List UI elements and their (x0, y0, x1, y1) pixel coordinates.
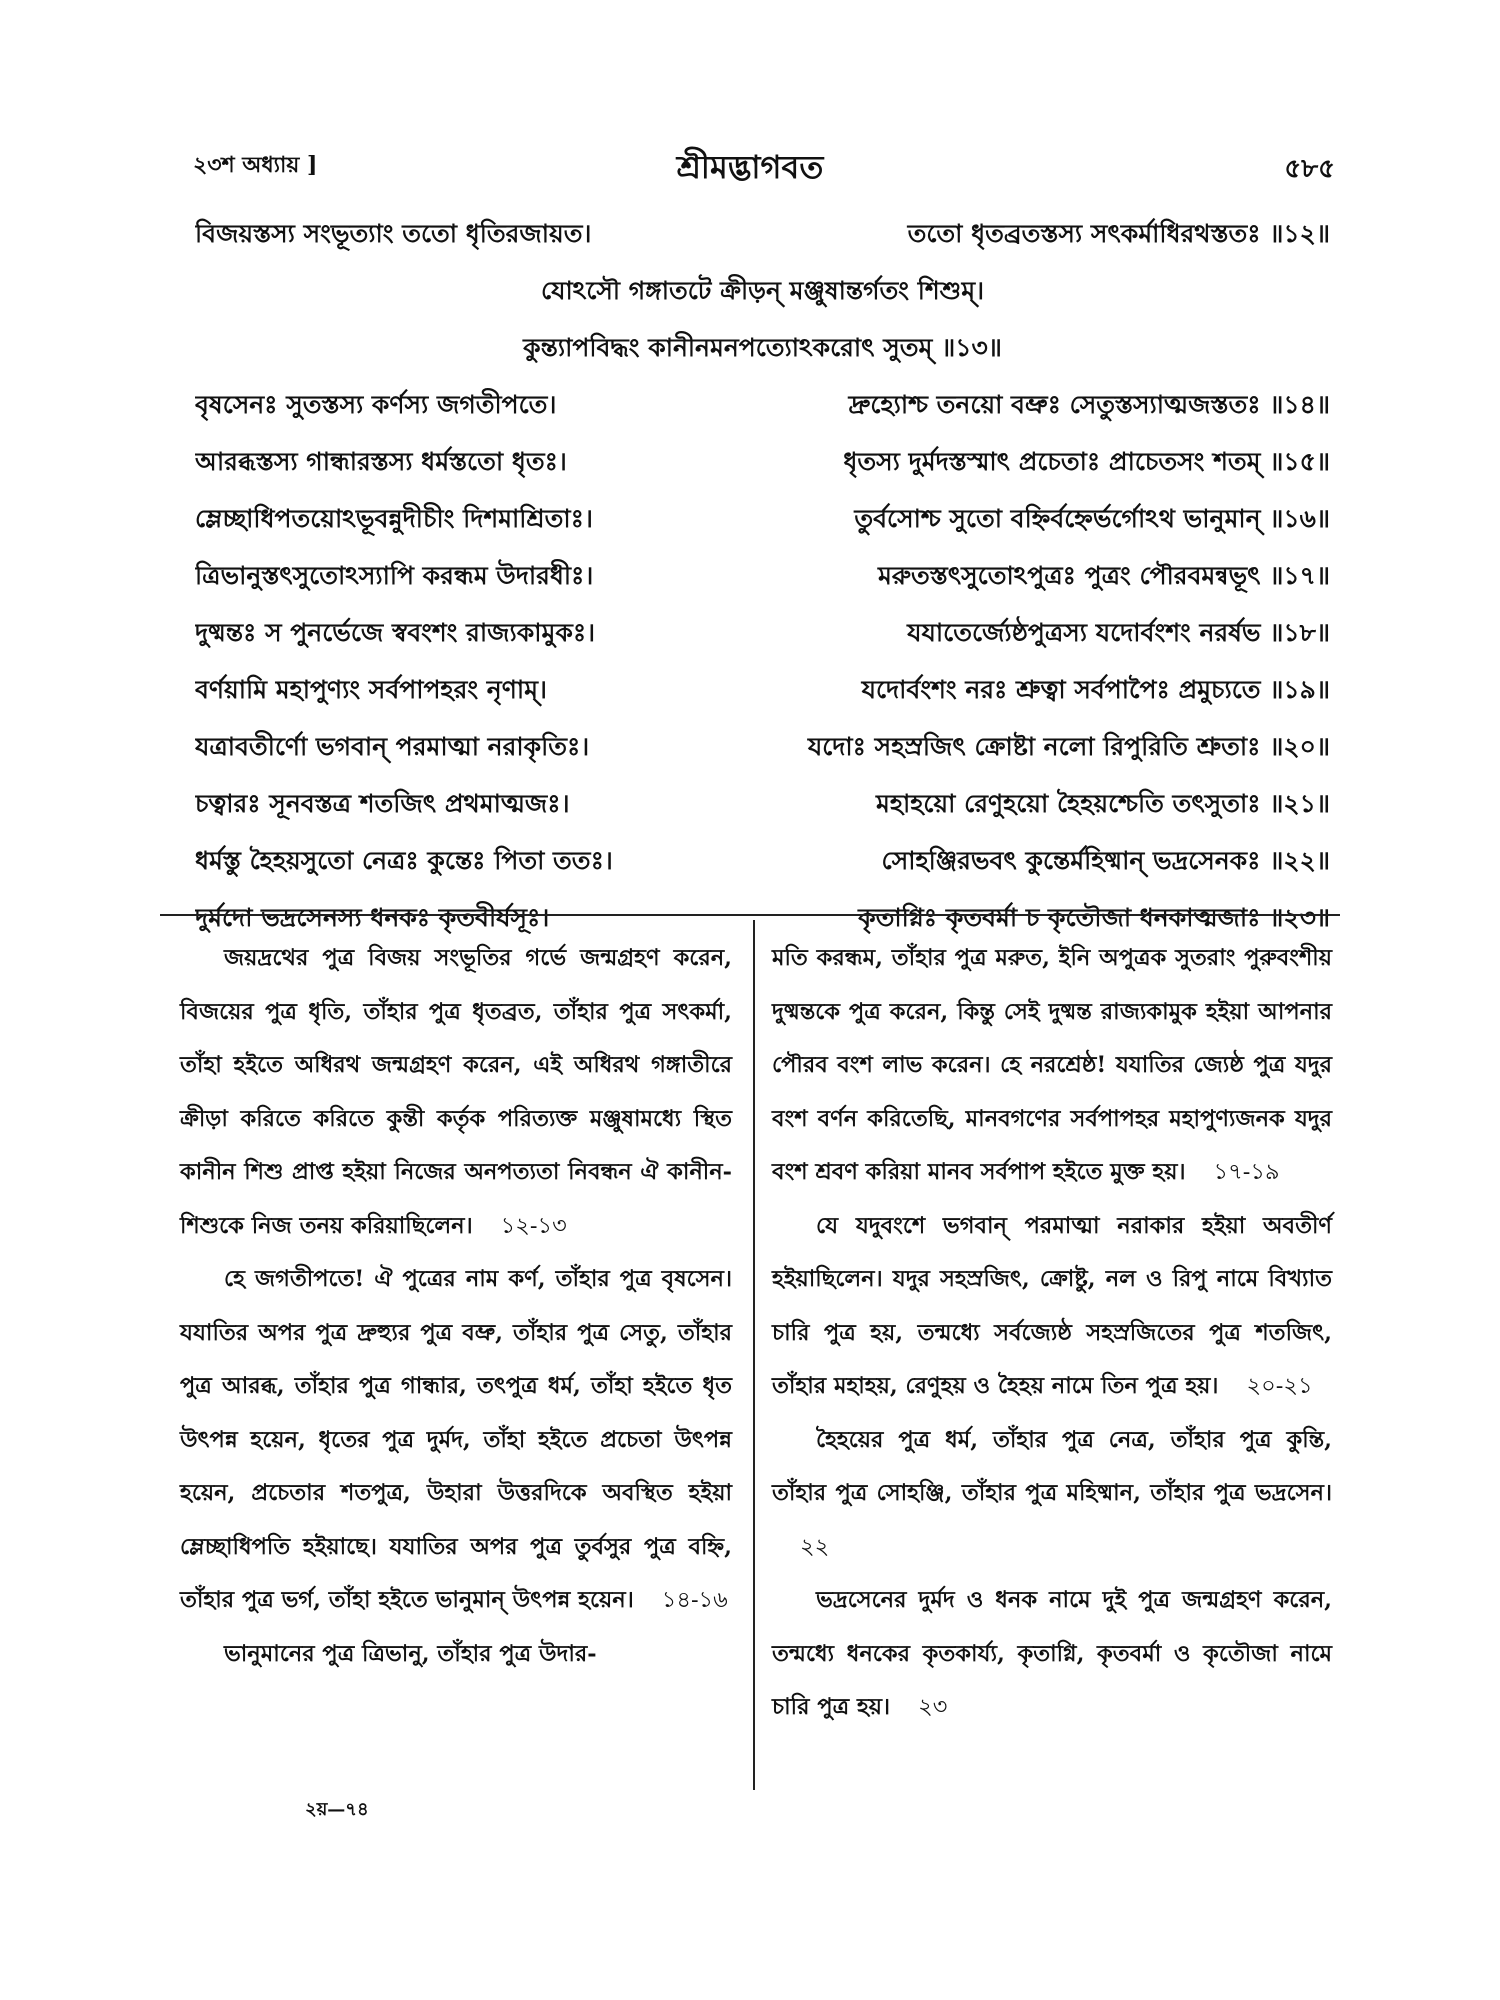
verse-segment: কৃতাগ্নিঃ কৃতবর্মা চ কৃতৌজা ধনকাত্মজাঃ ॥২৩॥ (858, 903, 1330, 932)
verse-segment: ততো ধৃতব্রতস্তস্য সৎকর্মাধিরথস্ততঃ ॥১২॥ (907, 219, 1330, 248)
translation-paragraph (180, 1628, 732, 1682)
translation-paragraph (772, 1414, 1332, 1575)
column-divider (753, 920, 755, 1790)
verse-reference: ১৭-১৯ (1213, 1159, 1280, 1185)
verse-segment: ধর্মস্তু হৈহয়সুতো নেত্রঃ কুন্তেঃ পিতা ততঃ। (195, 846, 613, 875)
verse-segment: বৃষসেনঃ সুতস্তস্য কর্ণস্য জগতীপতে। (195, 390, 557, 419)
chapter-label: ২৩শ অধ্যায় ] (193, 152, 318, 178)
verse-line (195, 604, 1330, 661)
paragraph-text: জয়দ্রথের পুত্র বিজয় সংভূতির গর্ভে জন্মগ্রহণ করেন, বিজয়ের পুত্র ধৃতি, তাঁহার পুত্র ধৃতব্রত, তাঁহার পুত্র সৎকর্মা, তাঁহা হইতে অধিরথ জন্মগ্রহণ করেন, এই অধিরথ গঙ্গাতীরে ক্রীড়া করিতে করিতে কুন্তী কর্তৃক পরিত্যক্ত মঞ্জুষামধ্যে স্থিত কানীন শিশু প্রাপ্ত হইয়া নিজের অনপত্যতা নিবন্ধন ঐ কানীন-শিশুকে নিজ তনয় করিয়াছিলেন। (180, 945, 732, 1239)
paragraph-text: ভানুমানের পুত্র ত্রিভানু, তাঁহার পুত্র উদার- (224, 1640, 597, 1667)
signature-mark: ২য়—৭৪ (305, 1799, 369, 1820)
verse-segment: যযাতের্জ্যেষ্ঠপুত্রস্য যদোর্বংশং নরর্ষভ ॥১৮॥ (907, 618, 1330, 647)
paragraph-text: যে যদুবংশে ভগবান্ পরমাত্মা নরাকার হইয়া অবতীর্ণ হইয়াছিলেন। যদুর সহস্রজিৎ, ক্রোষ্টু, নল ও রিপু নামে বিখ্যাত চারি পুত্র হয়, তন্মধ্যে সর্বজ্যেষ্ঠ সহস্রজিতের পুত্র শতজিৎ, তাঁহার মহাহয়, রেণুহয় ও হৈহয় নামে তিন পুত্র হয়। (772, 1212, 1332, 1399)
verse-segment: কুন্ত্যাপবিদ্ধং কানীনমনপত্যোঽকরোৎ সুতম্ ॥১৩॥ (523, 333, 1002, 362)
verse-segment: চত্বারঃ সূনবস্তত্র শতজিৎ প্রথমাত্মজঃ। (195, 789, 570, 818)
verse-line (195, 433, 1330, 490)
translation-paragraph (180, 932, 732, 1253)
translation-paragraph (772, 1200, 1332, 1414)
sanskrit-verses (195, 205, 1330, 946)
verse-segment: ত্রিভানুস্তৎসুতোঽস্যাপি করন্ধম উদারধীঃ। (195, 561, 594, 590)
verse-segment: তুর্বসোশ্চ সুতো বহ্নির্বহ্নের্ভর্গোঽথ ভানুমান্ ॥১৬॥ (854, 504, 1330, 533)
translation-paragraph (772, 1574, 1332, 1735)
verse-line (195, 376, 1330, 433)
verse-segment: যদোঃ সহস্রজিৎ ক্রোষ্টা নলো রিপুরিতি শ্রুতাঃ ॥২০॥ (807, 732, 1330, 761)
verse-reference: ১৪-১৬ (661, 1587, 728, 1613)
verse-segment: দ্রুহ্যোশ্চ তনয়ো বভ্রুঃ সেতুস্তস্যাত্মজস্ততঃ ॥১৪॥ (848, 390, 1330, 419)
verse-reference: ২২ (800, 1533, 830, 1560)
translation-paragraph (180, 1253, 732, 1628)
verse-line (195, 661, 1330, 718)
verse-line (195, 262, 1330, 319)
verse-line (195, 832, 1330, 889)
page-header (165, 142, 1335, 188)
verse-segment: আরব্ধস্তস্য গান্ধারস্তস্য ধর্মস্ততো ধৃতঃ। (195, 447, 567, 476)
translation-right-column (772, 932, 1332, 1735)
paragraph-text: হৈহয়ের পুত্র ধর্ম, তাঁহার পুত্র নেত্র, তাঁহার পুত্র কুন্তি, তাঁহার পুত্র সোহঞ্জি, তাঁহার পুত্র মহিষ্মান, তাঁহার পুত্র ভদ্রসেন। (772, 1426, 1332, 1506)
verse-line (195, 490, 1330, 547)
verse-segment: ধৃতস্য দুর্মদস্তস্মাৎ প্রচেতাঃ প্রাচেতসং শতম্ ॥১৫॥ (843, 447, 1330, 476)
verse-segment: দুর্মদো ভদ্রসেনস্য ধনকঃ কৃতবীর্যসূঃ। (195, 903, 550, 932)
verse-line (195, 205, 1330, 262)
verse-segment: মরুতস্তৎসুতোঽপুত্রঃ পুত্রং পৌরবমন্বভূৎ ॥১৭॥ (877, 561, 1330, 590)
paragraph-text: ভদ্রসেনের দুর্মদ ও ধনক নামে দুই পুত্র জন্মগ্রহণ করেন, তন্মধ্যে ধনকের কৃতকার্য্য, কৃতাগ্নি, কৃতবর্মা ও কৃতৌজা নামে চারি পুত্র হয়। (772, 1587, 1332, 1720)
section-divider (160, 914, 1340, 916)
verse-segment: সোহঞ্জিরভবৎ কুন্তের্মহিষ্মান্ ভদ্রসেনকঃ ॥২২॥ (881, 846, 1330, 875)
verse-segment: যদোর্বংশং নরঃ শ্রুত্বা সর্বপাপৈঃ প্রমুচ্যতে ॥১৯॥ (861, 675, 1330, 704)
verse-segment: ম্লেচ্ছাধিপতয়োঽভূবন্নুদীচীং দিশমাশ্রিতাঃ। (195, 504, 593, 533)
verse-segment: যোঽসৌ গঙ্গাতটে ক্রীড়ন্ মঞ্জুষান্তর্গতং শিশুম্। (540, 276, 985, 305)
verse-segment: বর্ণয়ামি মহাপুণ্যং সর্বপাপহরং নৃণাম্। (195, 675, 547, 704)
verse-line (195, 775, 1330, 832)
verse-segment: বিজয়স্তস্য সংভূত্যাং ততো ধৃতিরজায়ত। (195, 219, 592, 248)
verse-line (195, 718, 1330, 775)
paragraph-text: মতি করন্ধম, তাঁহার পুত্র মরুত, ইনি অপুত্রক সুতরাং পুরুবংশীয় দুষ্মন্তকে পুত্র করেন, কিন্তু সেই দুষ্মন্ত রাজ্যকামুক হইয়া আপনার পৌরব বংশ লাভ করেন। হে নরশ্রেষ্ঠ! যযাতির জ্যেষ্ঠ পুত্র যদুর বংশ বর্ণন করিতেছি, মানবগণের সর্বপাপহর মহাপুণ্যজনক যদুর বংশ শ্রবণ করিয়া মানব সর্বপাপ হইতে মুক্ত হয়। (772, 945, 1332, 1185)
verse-reference: ১২-১৩ (500, 1212, 567, 1239)
translation-left-column (180, 932, 732, 1681)
verse-line (195, 319, 1330, 376)
verse-segment: দুষ্মন্তঃ স পুনর্ভেজে স্ববংশং রাজ্যকামুকঃ। (195, 618, 596, 647)
book-title: শ্রীমদ্ভাগবত (676, 148, 824, 186)
page-number: ৫৮৫ (1284, 154, 1335, 184)
verse-line (195, 547, 1330, 604)
paragraph-text: হে জগতীপতে! ঐ পুত্রের নাম কর্ণ, তাঁহার পুত্র বৃষসেন। যযাতির অপর পুত্র দ্রুহ্যুর পুত্র বভ্রু, তাঁহার পুত্র সেতু, তাঁহার পুত্র আরব্ধ, তাঁহার পুত্র গান্ধার, তৎপুত্র ধর্ম, তাঁহা হইতে ধৃত উৎপন্ন হয়েন, ধৃতের পুত্র দুর্মদ, তাঁহা হইতে প্রচেতা উৎপন্ন হয়েন, প্রচেতার শতপুত্র, উহারা উত্তরদিকে অবস্থিত হইয়া ম্লেচ্ছাধিপতি হইয়াছে। যযাতির অপর পুত্র তুর্বসুর পুত্র বহ্নি, তাঁহার পুত্র ভর্গ, তাঁহা হইতে ভানুমান্ উৎপন্ন হয়েন। (180, 1266, 732, 1613)
verse-reference: ২৩ (918, 1694, 948, 1720)
verse-segment: মহাহয়ো রেণুহয়ো হৈহয়শ্চেতি তৎসুতাঃ ॥২১॥ (875, 789, 1330, 818)
verse-reference: ২০-২১ (1246, 1373, 1313, 1399)
translation-paragraph (772, 932, 1332, 1200)
verse-segment: যত্রাবতীর্ণো ভগবান্ পরমাত্মা নরাকৃতিঃ। (195, 732, 590, 761)
